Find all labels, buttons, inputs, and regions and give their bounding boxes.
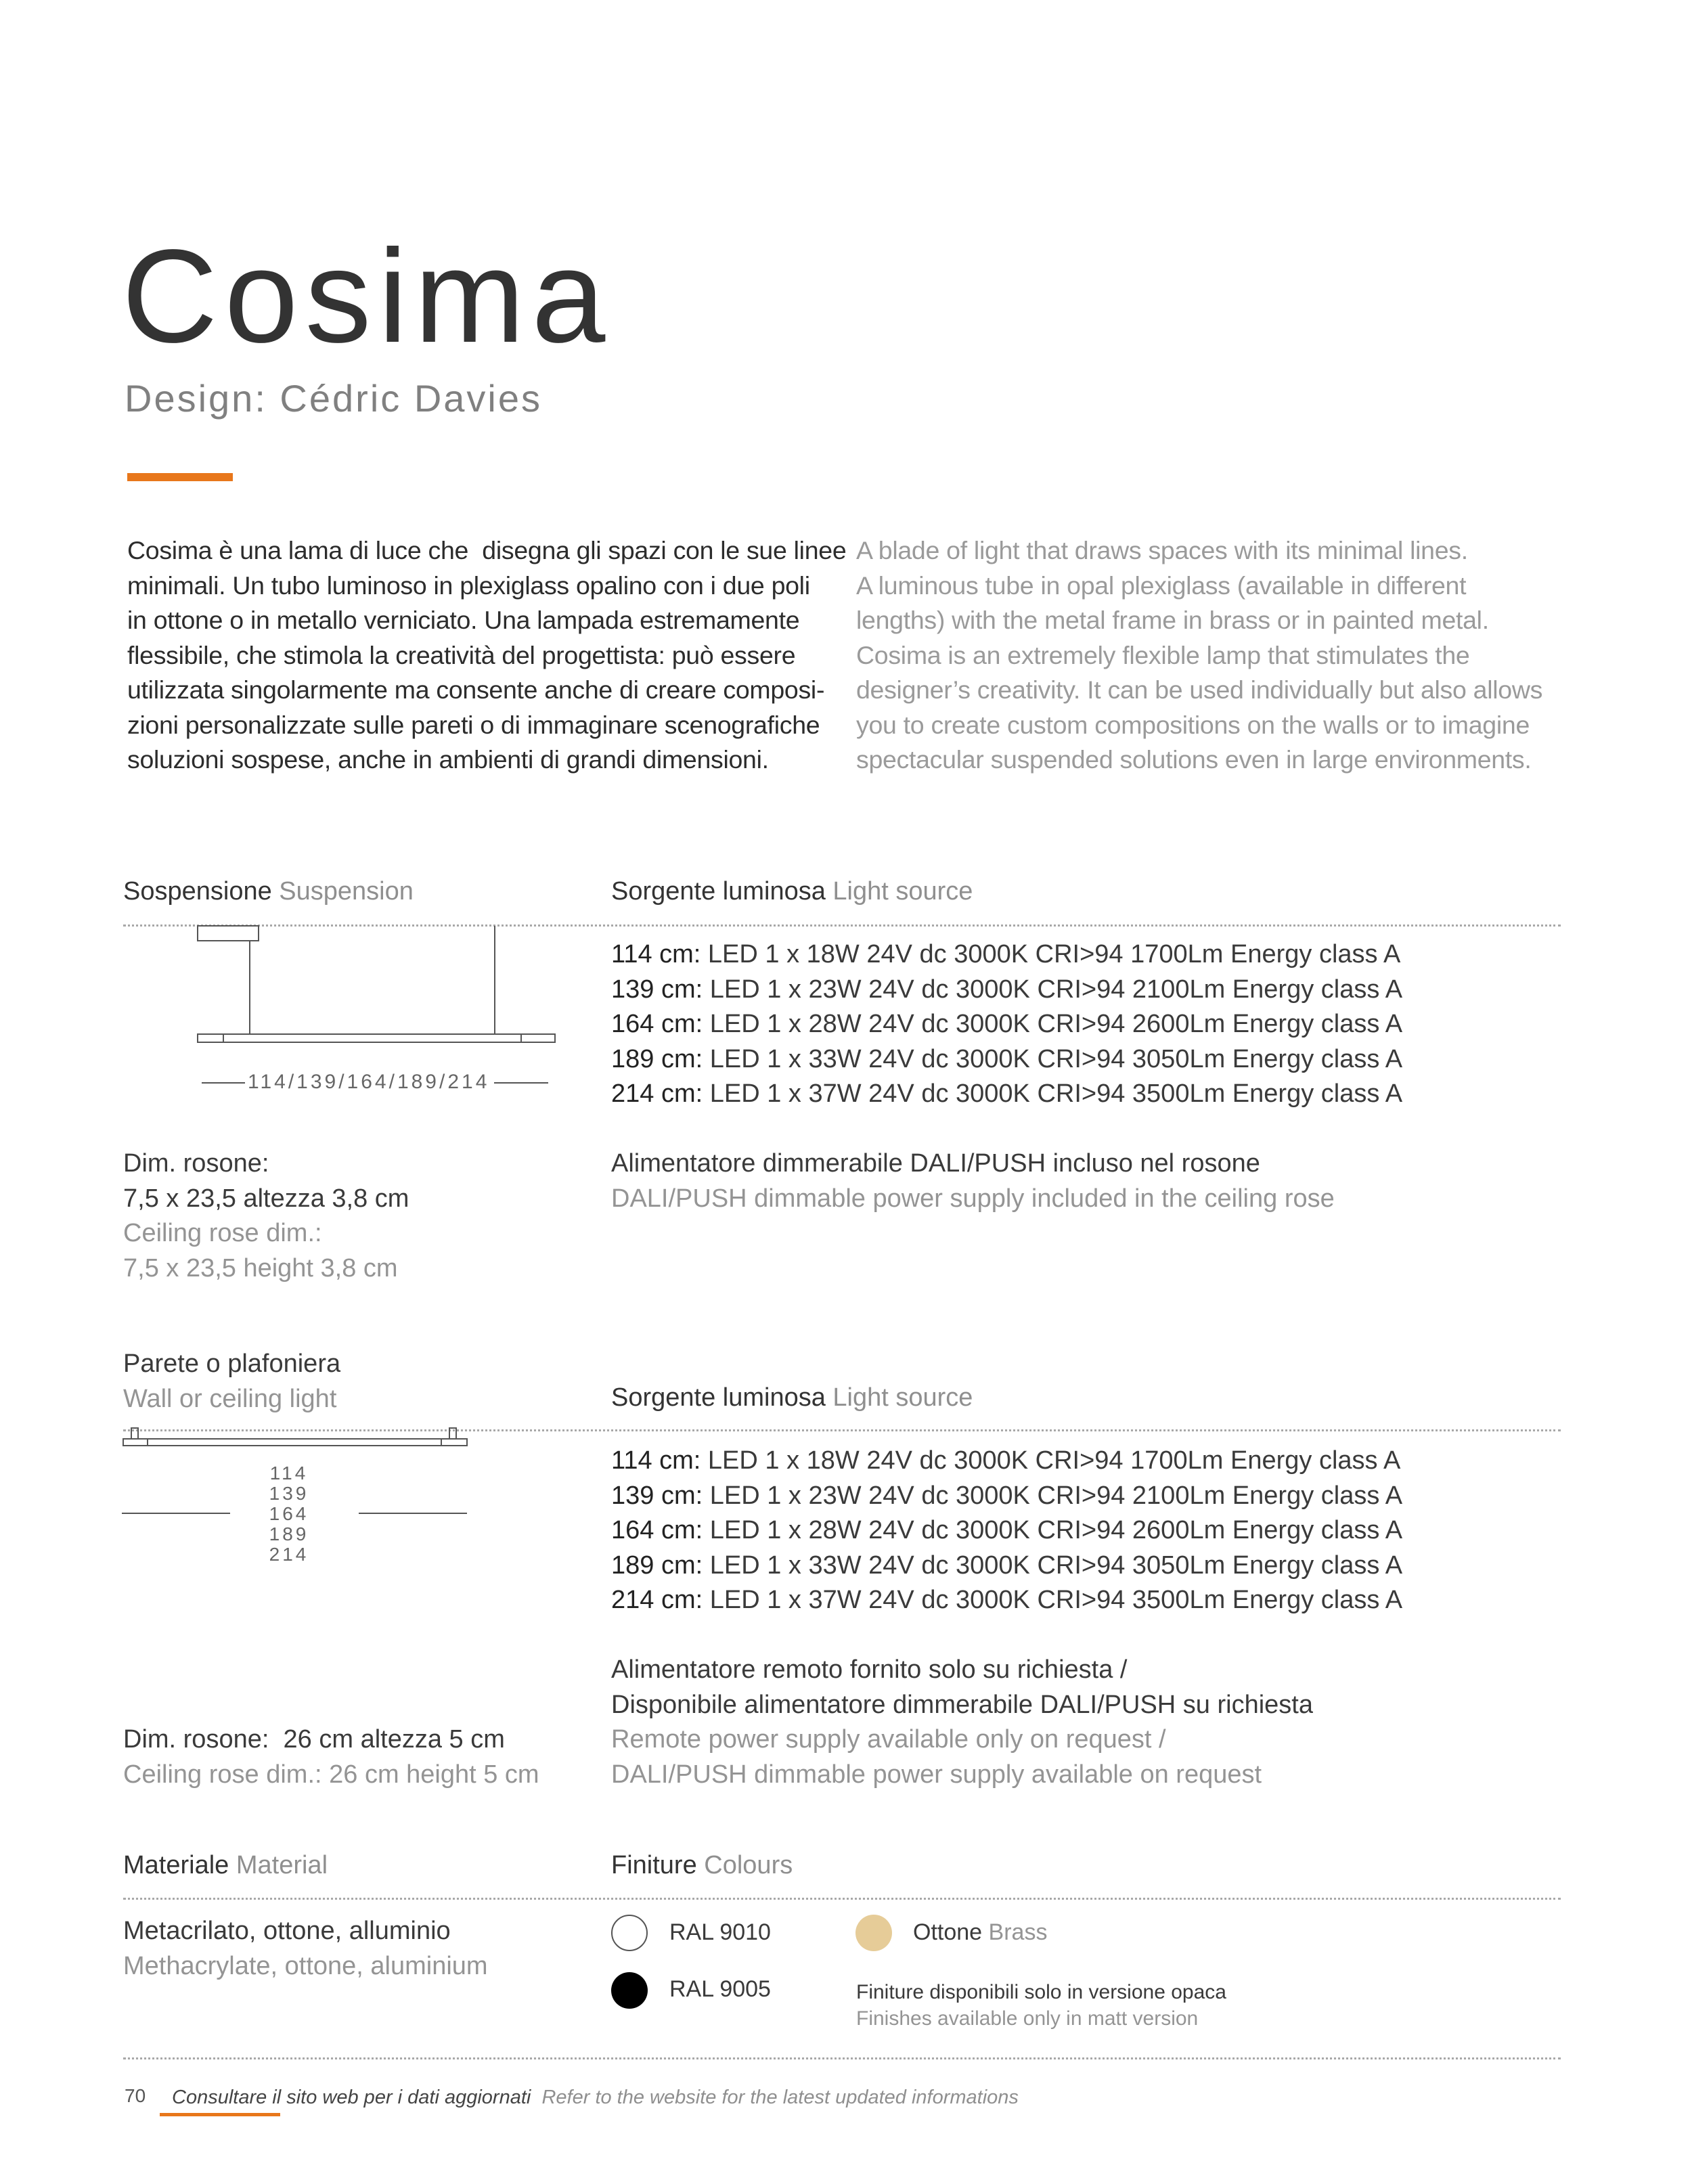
wall-rose-dimensions: Dim. rosone: 26 cm altezza 5 cm Ceiling rose dim.: 26 cm height 5 cm <box>123 1725 539 1789</box>
footer-note: Consultare il sito web per i dati aggiornati Refer to the website for the latest updated informations <box>172 2087 1019 2108</box>
designer-credit: Design: Cédric Davies <box>125 377 542 420</box>
swatch-brass <box>855 1915 892 1951</box>
wall-source-header-it: Sorgente luminosa <box>611 1383 826 1412</box>
footer-divider <box>123 2057 1561 2059</box>
spec-row: 139 cm: LED 1 x 23W 24V dc 3000K CRI>94 2100Lm Energy class A <box>611 975 1403 1004</box>
suspension-rose-dimensions: Dim. rosone: 7,5 x 23,5 altezza 3,8 cm Ceiling rose dim.: 7,5 x 23,5 height 3,8 cm <box>123 1149 409 1283</box>
finishes-note: Finiture disponibili solo in versione opaca Finishes available only in matt version <box>856 1981 1226 2030</box>
spec-row: 164 cm: LED 1 x 28W 24V dc 3000K CRI>94 2600Lm Energy class A <box>611 1516 1403 1544</box>
swatch-label-ral-9005: RAL 9005 <box>669 1976 771 2002</box>
spec-row: 139 cm: LED 1 x 23W 24V dc 3000K CRI>94 2100Lm Energy class A <box>611 1481 1403 1510</box>
spec-row: 164 cm: LED 1 x 28W 24V dc 3000K CRI>94 2600Lm Energy class A <box>611 1010 1403 1038</box>
spec-row: 214 cm: LED 1 x 37W 24V dc 3000K CRI>94 3500Lm Energy class A <box>611 1079 1403 1108</box>
suspension-lamp-diagram <box>190 920 569 1096</box>
swatch-label-ral-9010: RAL 9010 <box>669 1919 771 1945</box>
material-divider <box>123 1898 1561 1900</box>
footer-accent-line <box>160 2113 280 2116</box>
description-italian: Cosima è una lama di luce che disegna gli spazi con le sue linee minimali. Un tubo luminoso in plexiglass opalino con i due poli in ottone o in metallo verniciato. Una lampada estremamente flessibile, che stimola la creatività del progettista: può essere utilizzata singolarmente ma consente anche di creare composi- zioni personalizzate sulle pareti o di immaginare scenografiche soluzioni sospese, anche in ambienti di grandi dimensioni. <box>127 536 847 774</box>
wall-source-header <box>611 1383 973 1412</box>
suspension-source-header-en: Light source <box>832 877 973 906</box>
page-number: 70 <box>125 2085 146 2106</box>
wall-power-supply: Alimentatore remoto fornito solo su richiesta / Disponibile alimentatore dimmerabile DALI/PUSH su richiesta Remote power supply available only on request / DALI/PUSH dimmable power supply available on request <box>611 1655 1313 1789</box>
suspension-header-en: Suspension <box>279 877 414 906</box>
material-values: Metacrilato, ottone, alluminio Methacrylate, ottone, aluminium <box>123 1917 488 1980</box>
wall-dimension-labels: 114 139 164 189 214 <box>269 1463 309 1565</box>
suspension-header-it: Sospensione <box>123 877 272 906</box>
accent-bar <box>127 473 233 481</box>
wall-source-header-en: Light source <box>832 1383 973 1412</box>
finishes-header: Finiture Colours <box>611 1851 793 1879</box>
wall-header: Parete o plafoniera Wall or ceiling light <box>123 1350 341 1413</box>
suspension-power-supply: Alimentatore dimmerabile DALI/PUSH incluso nel rosone DALI/PUSH dimmable power supply included in the ceiling rose <box>611 1149 1335 1213</box>
swatch-ral-9005 <box>611 1972 648 2009</box>
spec-row: 189 cm: LED 1 x 33W 24V dc 3000K CRI>94 3050Lm Energy class A <box>611 1551 1403 1580</box>
swatch-ral-9010 <box>611 1915 648 1951</box>
spec-row: 214 cm: LED 1 x 37W 24V dc 3000K CRI>94 3500Lm Energy class A <box>611 1586 1403 1614</box>
wall-specs <box>611 1444 1402 1618</box>
suspension-source-header-it: Sorgente luminosa <box>611 877 826 906</box>
spec-row: 189 cm: LED 1 x 33W 24V dc 3000K CRI>94 3050Lm Energy class A <box>611 1044 1403 1073</box>
material-header: Materiale Material <box>123 1851 328 1879</box>
spec-row: 114 cm: LED 1 x 18W 24V dc 3000K CRI>94 1700Lm Energy class A <box>611 940 1401 968</box>
description-english: A blade of light that draws spaces with its minimal lines. A luminous tube in opal plexiglass (available in different lengths) with the metal frame in brass or in painted metal. Cosima is an extremely flexible lamp that stimulates the designer’s creativity. It can be used individually but also allows you to create custom compositions on the walls or to imagine spectacular suspended solutions even in large environments. <box>856 536 1543 774</box>
product-title: Cosima <box>122 222 613 370</box>
suspension-header <box>123 877 414 906</box>
swatch-label-brass: Ottone Brass <box>913 1919 1048 1945</box>
ceiling-rose-shape <box>198 926 259 941</box>
suspension-dimension-label: 114/139/164/189/214 <box>248 1071 490 1093</box>
lamp-body-shape <box>198 1034 555 1042</box>
suspension-specs <box>611 937 1402 1112</box>
spec-row: 114 cm: LED 1 x 18W 24V dc 3000K CRI>94 1700Lm Energy class A <box>611 1446 1401 1475</box>
wall-lamp-body-shape <box>123 1439 467 1446</box>
suspension-source-header <box>611 877 973 906</box>
